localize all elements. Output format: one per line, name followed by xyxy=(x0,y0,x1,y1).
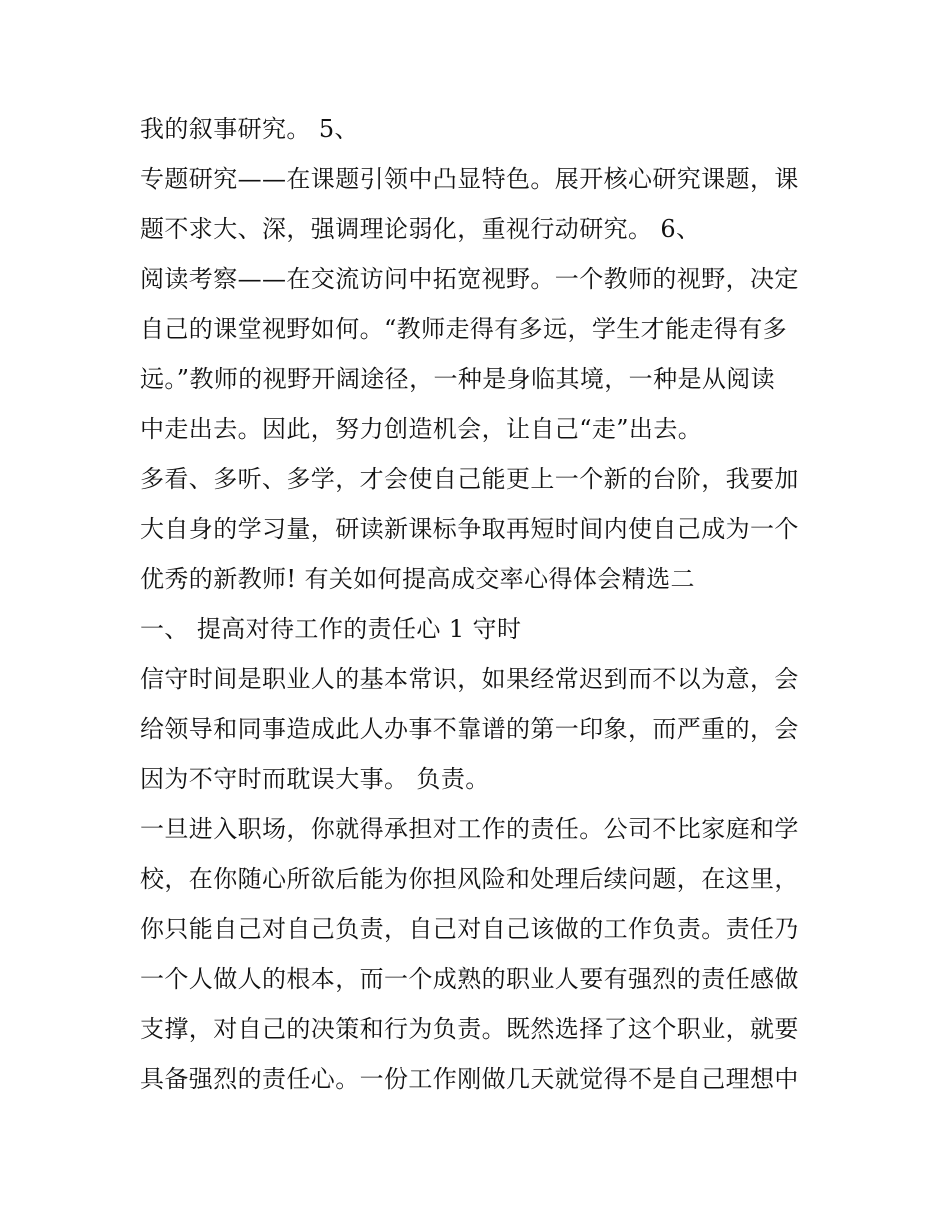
text-line: 一、 提高对待工作的责任心 1 守时 xyxy=(140,615,522,643)
text-line: 你只能自己对自己负责，自己对自己该做的工作负责。责任乃 xyxy=(140,915,799,943)
text-line: 一旦进入职场，你就得承担对工作的责任。公司不比家庭和学 xyxy=(140,815,799,843)
text-line: 题不求大、深，强调理论弱化，重视行动研究。 6、 xyxy=(140,215,701,243)
text-line: 自己的课堂视野如何。“教师走得有多远，学生才能走得有多 xyxy=(140,315,788,343)
text-line: 信守时间是职业人的基本常识，如果经常迟到而不以为意，会 xyxy=(140,665,799,693)
text-line: 阅读考察——在交流访问中拓宽视野。一个教师的视野，决定 xyxy=(140,265,799,293)
text-line: 多看、多听、多学，才会使自己能更上一个新的台阶，我要加 xyxy=(140,465,799,493)
text-line: 具备强烈的责任心。一份工作刚做几天就觉得不是自己理想中 xyxy=(140,1065,799,1093)
text-line: 校，在你随心所欲后能为你担风险和处理后续问题，在这里， xyxy=(140,865,799,893)
document-body xyxy=(140,104,820,1104)
text-line: 优秀的新教师! 有关如何提高成交率心得体会精选二 xyxy=(140,565,695,593)
text-line: 因为不守时而耽误大事。 负责。 xyxy=(140,765,490,793)
text-line: 专题研究——在课题引领中凸显特色。展开核心研究课题，课 xyxy=(140,165,799,193)
text-line: 远。”教师的视野开阔途径，一种是身临其境，一种是从阅读 xyxy=(140,365,776,393)
text-line: 一个人做人的根本，而一个成熟的职业人要有强烈的责任感做 xyxy=(140,965,799,993)
text-line: 我的叙事研究。 5、 xyxy=(140,115,359,143)
text-line: 支撑，对自己的决策和行为负责。既然选择了这个职业，就要 xyxy=(140,1015,799,1043)
text-line: 给领导和同事造成此人办事不靠谱的第一印象，而严重的，会 xyxy=(140,715,799,743)
text-line: 中走出去。因此，努力创造机会，让自己“走”出去。 xyxy=(140,415,703,443)
text-line: 大自身的学习量，研读新课标争取再短时间内使自己成为一个 xyxy=(140,515,799,543)
